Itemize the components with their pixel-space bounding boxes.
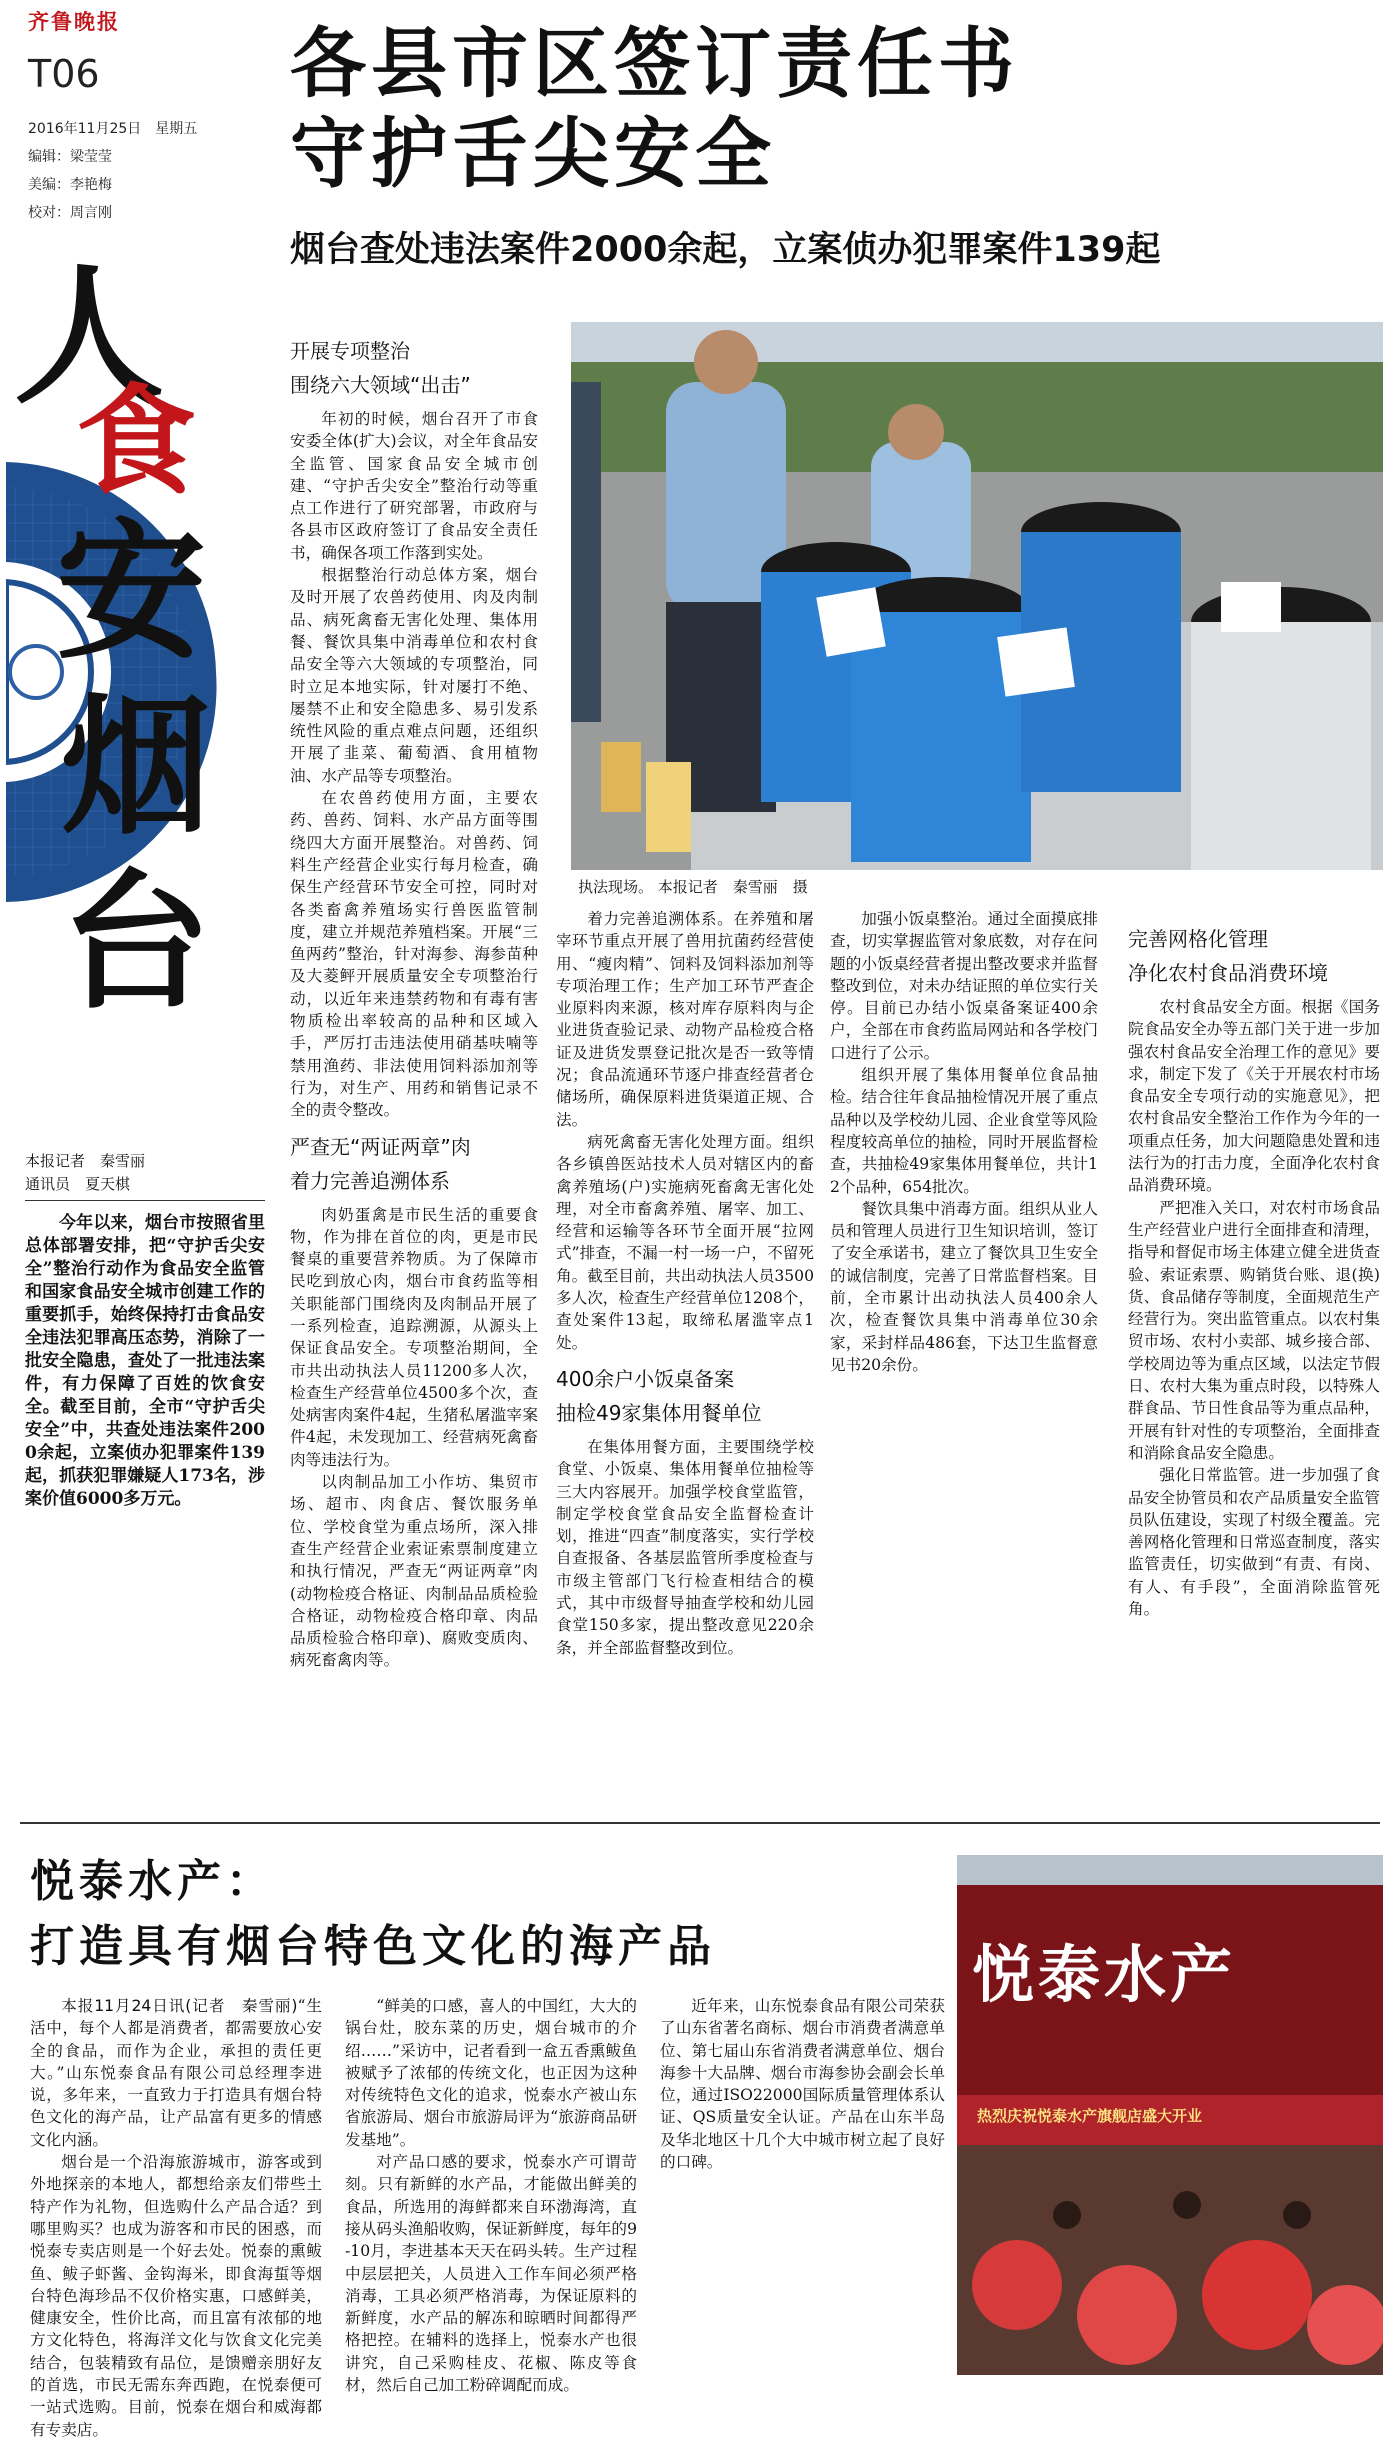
store-photo [957, 1855, 1383, 2375]
section-1-title [290, 334, 538, 402]
editor-credit: 编辑：梁莹莹 [28, 149, 112, 165]
headline-line-1: 各县市区签订责任书 [290, 19, 1019, 108]
subheadline: 烟台查处违法案件2000余起，立案侦办犯罪案件139起 [290, 230, 1161, 270]
lead-paragraph: 今年以来，烟台市按照省里总体部署安排，把“守护舌尖安全”整治行动作为食品安全监管和国家食品安全城市创建工作的重要抓手，始终保持打击食品安全违法犯罪高压态势，消除了一批安全隐患，查处了一批违法案件，有力保障了百姓的饮食安全。截至目前，全市“守护舌尖安全”中，共查处违法案件2000余起，立案侦办犯罪案件139起，抓获犯罪嫌疑人173名，涉案价值6000多万元。 [25, 1213, 265, 1509]
section-3-paragraph-4: 餐饮具集中消毒方面。组织从业人员和管理人员进行卫生知识培训，签订了安全承诺书，建立了餐饮具卫生安全的诚信制度，完善了日常监督档案。目前，全市累计出动执法人员400余人次，检查餐饮具集中消毒单位30余家，采封样品486套，下达卫生监督意见书20余份。 [830, 1199, 1098, 1374]
page-number: T06 [28, 52, 100, 96]
section-2-paragraph-3: 着力完善追溯体系。在养殖和屠宰环节重点开展了兽用抗菌药经营使用、“瘦肉精”、饲料及饲料添加剂等专项治理工作；生产加工环节严查企业原料肉来源，核对库存原料肉与企业进货查验记录、动物产品检疫合格证及进货发票登记批次是否一致等情况；食品流通环节逐户排查经营者仓储场所，确保原料进货渠道正规、合法。 [556, 910, 814, 1129]
photo-caption: 执法现场。 本报记者 秦雪丽 摄 [578, 878, 808, 896]
section-2-title [290, 1130, 538, 1198]
section-1-paragraph-2: 根据整治行动总体方案，烟台及时开展了农兽药使用、肉及肉制品、病死禽畜无害化处理、集体用餐、餐饮具集中消毒单位和农村食品安全等六大领域的专项整治，同时立足本地实际，针对屡打不绝、屡禁不止和安全隐患多、易引发系统性风险的重点难点问题，还组织开展了韭菜、葡萄酒、食用植物油、水产品等专项整治。 [290, 566, 538, 785]
calligraphy-char-an: 安 [56, 504, 207, 680]
ad-title-line-1: 悦泰水产： [30, 1856, 275, 1907]
headline-line-2: 守护舌尖安全 [290, 109, 776, 198]
lead-paragraph-block [25, 1212, 265, 1511]
ad-column-2 [345, 1995, 637, 2395]
art-editor-credit: 美编：李艳梅 [28, 177, 112, 193]
ad-paragraph-5: 近年来，山东悦泰食品有限公司荣获了山东省著名商标、烟台市消费者满意单位、第七届山东省消费者满意单位、烟台海参十大品牌、烟台市海参协会副会长单位，通过ISO22000国际质量管理体系认证、QS质量安全认证。产品在山东半岛及华北地区十几个大中城市树立起了良好的口碑。 [660, 1997, 945, 2172]
article-column-1 [290, 330, 538, 1825]
article-column-3 [830, 908, 1098, 1828]
section-4-title-line-1: 完善网格化管理 [1128, 927, 1268, 951]
section-3-title [556, 1362, 814, 1430]
paper-name: 齐鲁晚报 [28, 9, 120, 34]
byline-reporter: 本报记者 秦雪丽 [25, 1152, 146, 1170]
calligraphy-title [6, 249, 264, 1042]
section-3-paragraph-3: 组织开展了集体用餐单位食品抽检。结合往年食品抽检情况开展了重点品种以及学校幼儿园、企业食堂等风险程度较高单位的抽检，同时开展监督检查，共抽检49家集体用餐单位，共计12个品种，654批次。 [830, 1066, 1098, 1196]
section-2-paragraph-1: 肉奶蛋禽是市民生活的重要食物，作为排在首位的肉，更是市民餐桌的重要营养物质。为了保障市民吃到放心肉，烟台市食药监等相关职能部门围绕肉及肉制品开展了一系列检查，追踪溯源，从源头上保证食品安全。专项整治期间，全市共出动执法人员11200多人次，检查生产经营单位4500多个次，查处病害肉案件4起，生猪私屠滥宰案件4起，未发现加工、经营病死禽畜肉等违法行为。 [290, 1205, 538, 1469]
lead-divider [25, 1200, 265, 1201]
ad-paragraph-2: 烟台是一个沿海旅游城市，游客或到外地探亲的本地人，都想给亲友们带些土特产作为礼物，但选购什么产品合适？到哪里购买？也成为游客和市民的困惑，而悦泰专卖店则是一个好去处。悦泰的熏鲅鱼、鲅子虾酱、金钩海米，即食海蜇等烟台特色海珍品不仅价格实惠，口感鲜美，健康安全，性价比高，而且富有浓郁的地方文化特色，将海洋文化与饮食文化完美结合，包装精致有品位，是馈赠亲朋好友的首选，市民无需东奔西跑，在悦泰便可一站式选购。目前，悦泰在烟台和威海都有专卖店。 [30, 2153, 322, 2439]
section-2-title-line-1: 严查无“两证两章”肉 [290, 1134, 471, 1159]
section-1-title-line-2: 围绕六大领域“出击” [290, 373, 471, 397]
ad-byline: 本报11月24日讯(记者 秦雪丽) [61, 1997, 298, 2015]
lead-byline [25, 1150, 265, 1196]
proofreader-credit: 校对：周言刚 [28, 205, 112, 221]
ad-column-3 [660, 1995, 945, 2385]
ad-paragraph-1-text: 生活中，每个人都是消费者，都需要放心安全的食品，而作为企业，承担的责任更大。”山东悦泰食品有限公司总经理李进说，多年来，一直致力于打造具有烟台特色文化的海产品，让产品富有更多的情感文化内涵。 [30, 1997, 322, 2149]
calligraphy-char-yan: 烟 [61, 679, 212, 855]
section-1-title-line-1: 开展专项整治 [290, 339, 410, 363]
store-banner: 热烈庆祝悦泰水产旗舰店盛大开业 [977, 2107, 1203, 2125]
section-4-title-line-2: 净化农村食品消费环境 [1128, 961, 1328, 985]
section-divider [20, 1822, 1380, 1824]
article-column-4 [1128, 918, 1380, 1828]
section-1-paragraph-3: 在农兽药使用方面，主要农药、兽药、饲料、水产品方面等围绕四大方面开展整治。对兽药、饲料生产经营企业实行每月检查，确保生产经营环节安全可控，同时对各类畜禽养殖场实行兽医监管制度，建立并规范养殖档案。开展“三鱼两药”整治，针对海参、海参苗种及大菱鲆开展质量安全专项整治行动，以近年来违禁药物和有毒有害物质检出率较高的品种和区域入手，严厉打击违法使用硝基呋喃等禁用渔药、非法使用饲料添加剂等行为，对生产、用药和销售记录不全的责令整改。 [290, 789, 538, 1120]
enforcement-photo [571, 322, 1383, 870]
section-1-paragraph-1: 年初的时候，烟台召开了市食安委全体(扩大)会议，对全年食品安全监管、国家食品安全城市创建、“守护舌尖安全”整治行动等重点工作进行了研究部署，市政府与各县市区政府签订了食品安全责任书，确保各项工作落到实处。 [290, 410, 538, 562]
section-4-paragraph-3: 强化日常监管。进一步加强了食品安全协管员和农产品质量安全监管员队伍建设，实现了村级全覆盖。完善网格化管理和日常巡查制度，落实监管责任，切实做到“有责、有岗、有人、有手段”，全面消除监管死角。 [1128, 1466, 1380, 1619]
section-3-title-line-1: 400余户小饭桌备案 [556, 1366, 735, 1391]
ad-paragraph-3: “鲜美的口感，喜人的中国红，大大的锅台灶，胶东菜的历史，烟台城市的介绍……”采访中，记者看到一盒五香熏鲅鱼被赋予了浓郁的传统文化，也正因为这种对传统特色文化的追求，悦泰水产被山东省旅游局、烟台市旅游局评为“旅游商品研发基地”。 [345, 1997, 637, 2149]
section-4-title [1128, 922, 1380, 990]
issue-date: 2016年11月25日 星期五 [28, 121, 198, 137]
ad-title-line-2: 打造具有烟台特色文化的海产品 [30, 1921, 716, 1972]
section-2-paragraph-4: 病死禽畜无害化处理方面。组织各乡镇兽医站技术人员对辖区内的畜禽养殖场(户)实施病死畜禽无害化处理，对全市畜禽养殖、屠宰、加工、经营和运输等各环节全面开展“拉网式”排查，不漏一村一场一户，不留死角。截至目前，共出动执法人员3500多人次，检查生产经营单位1208个，查处案件13起，取缔私屠滥宰点1处。 [556, 1132, 814, 1352]
section-2-paragraph-2: 以肉制品加工小作坊、集贸市场、超市、肉食店、餐饮服务单位、学校食堂为重点场所，深入排查生产经营企业索证索票制度建立和执行情况，严查无“两证两章”肉(动物检疫合格证、肉制品品质检验合格证，动物检疫合格印章、肉品品质检验合格印章)、腐败变质肉、病死畜禽肉等。 [290, 1473, 538, 1670]
article-column-2 [556, 908, 814, 1828]
ad-paragraph-4: 对产品口感的要求，悦泰水产可谓苛刻。只有新鲜的水产品，才能做出鲜美的食品，所选用的海鲜都来自环渤海湾，直接从码头渔船收购，保证新鲜度，每年的9-10月，李进基本天天在码头转。生产过程中层层把关，人员进入工作车间必须严格消毒，工具必须严格消毒，为保证原料的新鲜度，水产品的解冻和晾晒时间都得严格把控。在辅料的选择上，悦泰水产也很讲究，自己采购桂皮、花椒、陈皮等食材，然后自己加工粉碎调配而成。 [345, 2153, 637, 2395]
byline-correspondent: 通讯员 夏天棋 [25, 1175, 131, 1193]
calligraphy-char-ren: 人 [14, 249, 165, 425]
section-3-paragraph-1: 在集体用餐方面，主要围绕学校食堂、小饭桌、集体用餐单位抽检等三大内容展开。加强学校食堂监管，制定学校食堂食品安全监督检查计划，推进“四查”制度落实，实行学校自查报备、各基层监管所季度检查与市级主管部门飞行检查相结合的模式，其中市级督导抽查学校和幼儿园食堂150多家，提出整改意见220余条，并全部监督整改到位。 [556, 1437, 814, 1657]
calligraphy-char-tai: 台 [61, 854, 212, 1030]
section-2-title-line-2: 着力完善追溯体系 [290, 1168, 450, 1193]
section-4-paragraph-2: 严把准入关口，对农村市场食品生产经营业户进行全面排查和清理，指导和督促市场主体建立健全进货查验、索证索票、购销货台账、退(换)货、食品储存等制度，全面规范生产经营行为。突出监管重点。以农村集贸市场、农村小卖部、城乡接合部、学校周边等为重点区域，以法定节假日、农村大集为重点时段，以特殊人群食品、节日性食品等为重点品种，开展有针对性的专项整治，全面排查和消除食品安全隐患。 [1128, 1198, 1380, 1462]
calligraphy-char-shi: 食 [76, 371, 196, 512]
section-4-paragraph-1: 农村食品安全方面。根据《国务院食品安全办等五部门关于进一步加强农村食品安全治理工作的意见》要求，制定下发了《关于开展农村市场食品安全专项行动的实施意见》，把农村食品安全整治工作作为今年的一项重点任务，加大问题隐患处置和违法行为的打击力度，全面净化农村食品消费环境。 [1128, 998, 1380, 1195]
store-sign: 悦泰水产 [972, 1938, 1237, 2011]
ad-paragraph-1: 本报11月24日讯(记者 秦雪丽)“生活中，每个人都是消费者，都需要放心安全的食品，而作为企业，承担的责任更大。”山东悦泰食品有限公司总经理李进说，多年来，一直致力于打造具有烟台特色文化的海产品，让产品富有更多的情感文化内涵。 [30, 1997, 322, 2149]
section-3-title-line-2: 抽检49家集体用餐单位 [556, 1400, 762, 1425]
section-3-paragraph-2: 加强小饭桌整治。通过全面摸底排查，切实掌握监管对象底数，对存在问题的小饭桌经营者提出整改要求并监督整改到位，对未办结证照的单位实行关停。目前已办结小饭桌备案证400余户，全部在市食药监局网站和各学校门口进行了公示。 [830, 910, 1098, 1062]
ad-column-1 [30, 1995, 322, 2439]
